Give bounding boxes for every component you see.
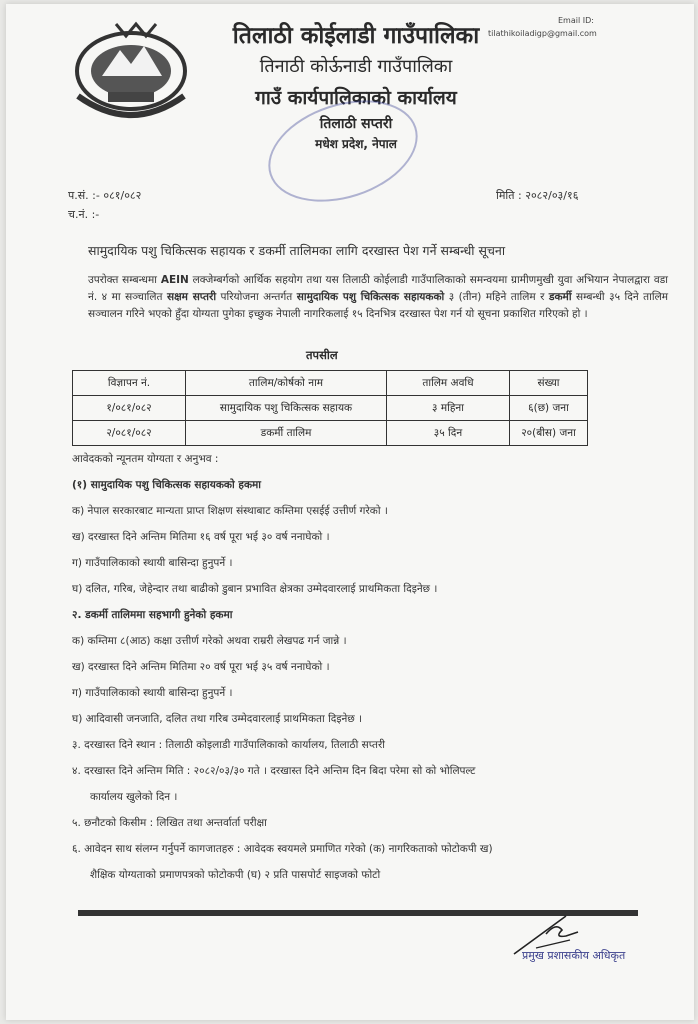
- office-location: तिलाठी सप्तरी: [319, 116, 393, 132]
- letter-date: मिति : २०८२/०३/१६: [496, 189, 579, 202]
- col-header: तालिम/कोर्षको नाम: [186, 371, 387, 396]
- details-heading: तपसील: [306, 348, 338, 362]
- col-header: तालिम अवधि: [387, 371, 510, 396]
- signatory-title: प्रमुख प्रशासकीय अधिकृत: [522, 949, 626, 962]
- col-header: संख्या: [510, 371, 588, 396]
- table-header-row: [73, 371, 588, 396]
- list-item: क) कम्तिमा ८(आठ) कक्षा उत्तीर्ण गरेको अथवा राम्ररी लेखपढ गर्न जान्ने ।: [72, 635, 347, 647]
- list-item: कार्यालय खुलेको दिन ।: [90, 791, 178, 803]
- office-name: गाउँ कार्यपालिकाको कार्यालय: [255, 87, 457, 109]
- section-title: (१) सामुदायिक पशु चिकित्सक सहायकको हकमा: [72, 479, 262, 491]
- dispatch-number: च.नं. :-: [68, 208, 100, 221]
- list-item: ख) दरखास्त दिने अन्तिम मितिमा २० वर्ष पूरा भई ३५ वर्ष ननाघेको ।: [72, 661, 330, 673]
- notice-subject: सामुदायिक पशु चिकित्सक सहायक र डकर्मी तालिमका लागि दरखास्त पेश गर्ने सम्बन्धी सूचना: [88, 243, 506, 258]
- list-item: ग) गाउँपालिकाको स्थायी बासिन्दा हुनुपर्ने ।: [72, 557, 233, 569]
- table-cell: डकर्मी तालिम: [186, 421, 387, 446]
- table-cell: ३५ दिन: [387, 421, 510, 446]
- training-table: [72, 370, 588, 446]
- list-item: ५. छनौटको किसीम : लिखित तथा अन्तर्वार्ता परीक्षा: [72, 817, 267, 829]
- province-name: मधेश प्रदेश, नेपाल: [315, 137, 397, 151]
- municipality-name-alt: तिनाठी कोर्ऊनाडी गाउँपालिका: [259, 56, 453, 77]
- list-item: ग) गाउँपालिकाको स्थायी बासिन्दा हुनुपर्ने ।: [72, 687, 233, 699]
- list-item: ख) दरखास्त दिने अन्तिम मितिमा १६ वर्ष पूरा भई ३० वर्ष ननाघेको ।: [72, 531, 330, 543]
- email-address: tilathikoiladigp@gmail.com: [488, 29, 597, 38]
- table-cell: ६(छ) जना: [510, 396, 588, 421]
- table-cell: सामुदायिक पशु चिकित्सक सहायक: [186, 396, 387, 421]
- list-item: क) नेपाल सरकारबाट मान्यता प्राप्त शिक्षण संस्थाबाट कम्तिमा एसईई उत्तीर्ण गरेको ।: [72, 505, 388, 517]
- table-cell: २०(बीस) जना: [510, 421, 588, 446]
- list-item: ३. दरखास्त दिने स्थान : तिलाठी कोइलाडी गाउँपालिकाको कार्यालय, तिलाठी सप्तरी: [72, 739, 385, 751]
- document-page: [6, 4, 694, 1020]
- table-row: [73, 396, 588, 421]
- list-item: ६. आवेदन साथ संलग्न गर्नुपर्ने कागजातहरु : आवेदक स्वयमले प्रमाणित गरेको (क) नागरिकताको फोटोकपी ख): [72, 843, 493, 855]
- table-cell: १/०८१/०८२: [73, 396, 186, 421]
- requirements-heading: आवेदकको न्यूनतम योग्यता र अनुभव :: [72, 453, 219, 465]
- nepal-government-emblem-icon: [68, 16, 194, 122]
- table-cell: ३ महिना: [387, 396, 510, 421]
- list-item: घ) आदिवासी जनजाति, दलित तथा गरिब उम्मेदवारलाई प्राथमिकता दिइनेछ ।: [72, 713, 363, 725]
- section-title: २. डकर्मी तालिममा सहभागी हुनेको हकमा: [72, 609, 233, 621]
- table-row: [73, 421, 588, 446]
- email-label: Email ID:: [558, 16, 594, 25]
- municipality-name: तिलाठी कोईलाडी गाउँपालिका: [232, 23, 480, 49]
- list-item: ४. दरखास्त दिने अन्तिम मिति : २०८२/०३/३० गते । दरखास्त दिने अन्तिम दिन बिदा परेमा सो को भोलिपल्ट: [72, 765, 476, 777]
- letter-number: प.सं. :- ०८१/०८२: [68, 189, 142, 202]
- col-header: विज्ञापन नं.: [73, 371, 186, 396]
- list-item: शैक्षिक योग्यताको प्रमाणपत्रको फोटोकपी (घ) २ प्रति पासपोर्ट साइजको फोटो: [90, 869, 381, 881]
- table-cell: २/०८१/०८२: [73, 421, 186, 446]
- list-item: घ) दलित, गरिब, जेहेन्दार तथा बाढीको डुबान प्रभावित क्षेत्रका उम्मेदवारलाई प्राथमिकता दिइनेछ ।: [72, 583, 438, 595]
- notice-intro: उपरोक्त सम्बन्धमा AEIN लक्जेम्बर्गको आर्थिक सहयोग तथा यस तिलाठी कोईलाडी गाउँपालिकाको समन्वयमा ग्रामीणमुखी युवा अभियान नेपालद्वारा वडा नं. ४ मा सञ्चालित सक्षम सप्तरी परियोजना अन्तर्गत सामुदायिक पशु चिकित्सक सहायकको ३ (तीन) महिने तालिम र डकर्मी सम्बन्धी ३५ दिने तालिम सञ्चालन गरिने भएको हुँदा योग्यता पुगेका इच्छुक नेपाली नागरिकलाई १५ दिनभित्र दरखास्त पेश गर्न यो सूचना प्रकाशित गरिएको हो ।: [88, 274, 668, 320]
